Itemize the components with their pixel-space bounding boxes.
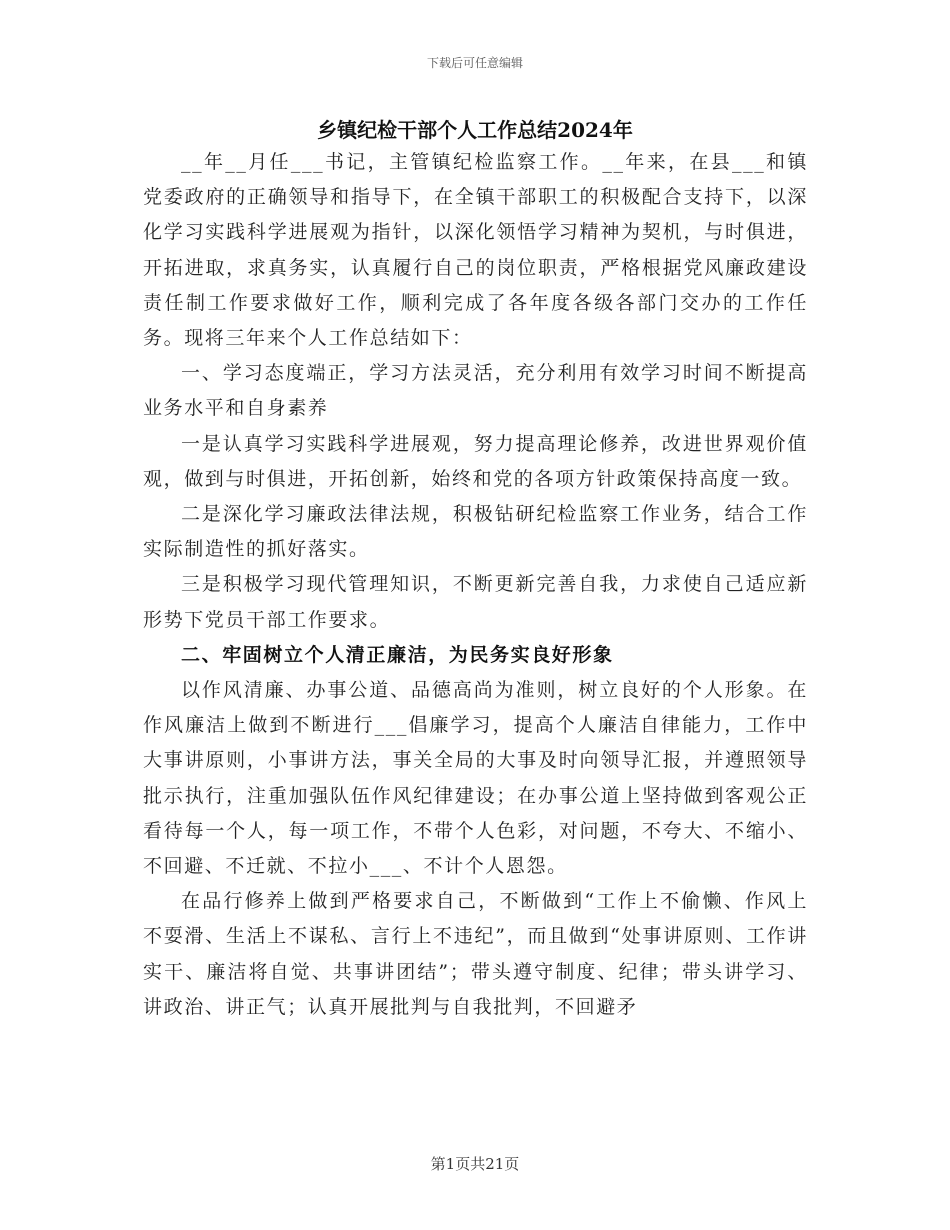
body-paragraph: 一是认真学习实践科学进展观，努力提高理论修养，改进世界观价值观，做到与时俱进，开拓创新，始终和党的各项方针政策保持高度一致。 bbox=[143, 432, 808, 490]
header-note: 下载后可任意编辑 bbox=[426, 56, 523, 70]
document-body bbox=[143, 145, 808, 1025]
section-1-heading: 一、学习态度端正，学习方法灵活，充分利用有效学习时间不断提高业务水平和自身素养 bbox=[143, 362, 808, 420]
intro-paragraph: __年__月任___书记，主管镇纪检监察工作。__年来，在县___和镇党委政府的正确领导和指导下，在全镇干部职工的积极配合支持下，以深化学习实践科学进展观为指针，以深化领悟学习精神为契机，与时俱进，开拓进取，求真务实，认真履行自己的岗位职责，严格根据党风廉政建设责任制工作要求做好工作，顺利完成了各年度各级各部门交办的工作任务。现将三年来个人工作总结如下： bbox=[143, 151, 808, 350]
body-paragraph: 以作风清廉、办事公道、品德高尚为准则，树立良好的个人形象。在作风廉洁上做到不断进行___倡廉学习，提高个人廉洁自律能力，工作中大事讲原则，小事讲方法，事关全局的大事及时向领导汇报，并遵照领导批示执行，注重加强队伍作风纪律建设；在办事公道上坚持做到客观公正看待每一个人，每一项工作，不带个人色彩，对问题，不夸大、不缩小、不回避、不迁就、不拉小___、不计个人恩怨。 bbox=[143, 679, 808, 878]
document-title: 乡镇纪检干部个人工作总结2024年 bbox=[317, 118, 633, 142]
page-number: 第1页共21页 bbox=[430, 1155, 520, 1173]
body-paragraph: 二是深化学习廉政法律法规，积极钻研纪检监察工作业务，结合工作实际制造性的抓好落实。 bbox=[143, 503, 808, 561]
body-paragraph: 三是积极学习现代管理知识，不断更新完善自我，力求使自己适应新形势下党员干部工作要求。 bbox=[143, 573, 808, 631]
body-paragraph: 在品行修养上做到严格要求自己，不断做到“工作上不偷懒、作风上不耍滑、生活上不谋私、言行上不违纪”，而且做到“处事讲原则、工作讲实干、廉洁将自觉、共事讲团结”；带头遵守制度、纪律；带头讲学习、讲政治、讲正气；认真开展批判与自我批判，不回避矛 bbox=[143, 890, 808, 1018]
section-2-heading: 二、牢固树立个人清正廉洁，为民务实良好形象 bbox=[181, 643, 614, 666]
